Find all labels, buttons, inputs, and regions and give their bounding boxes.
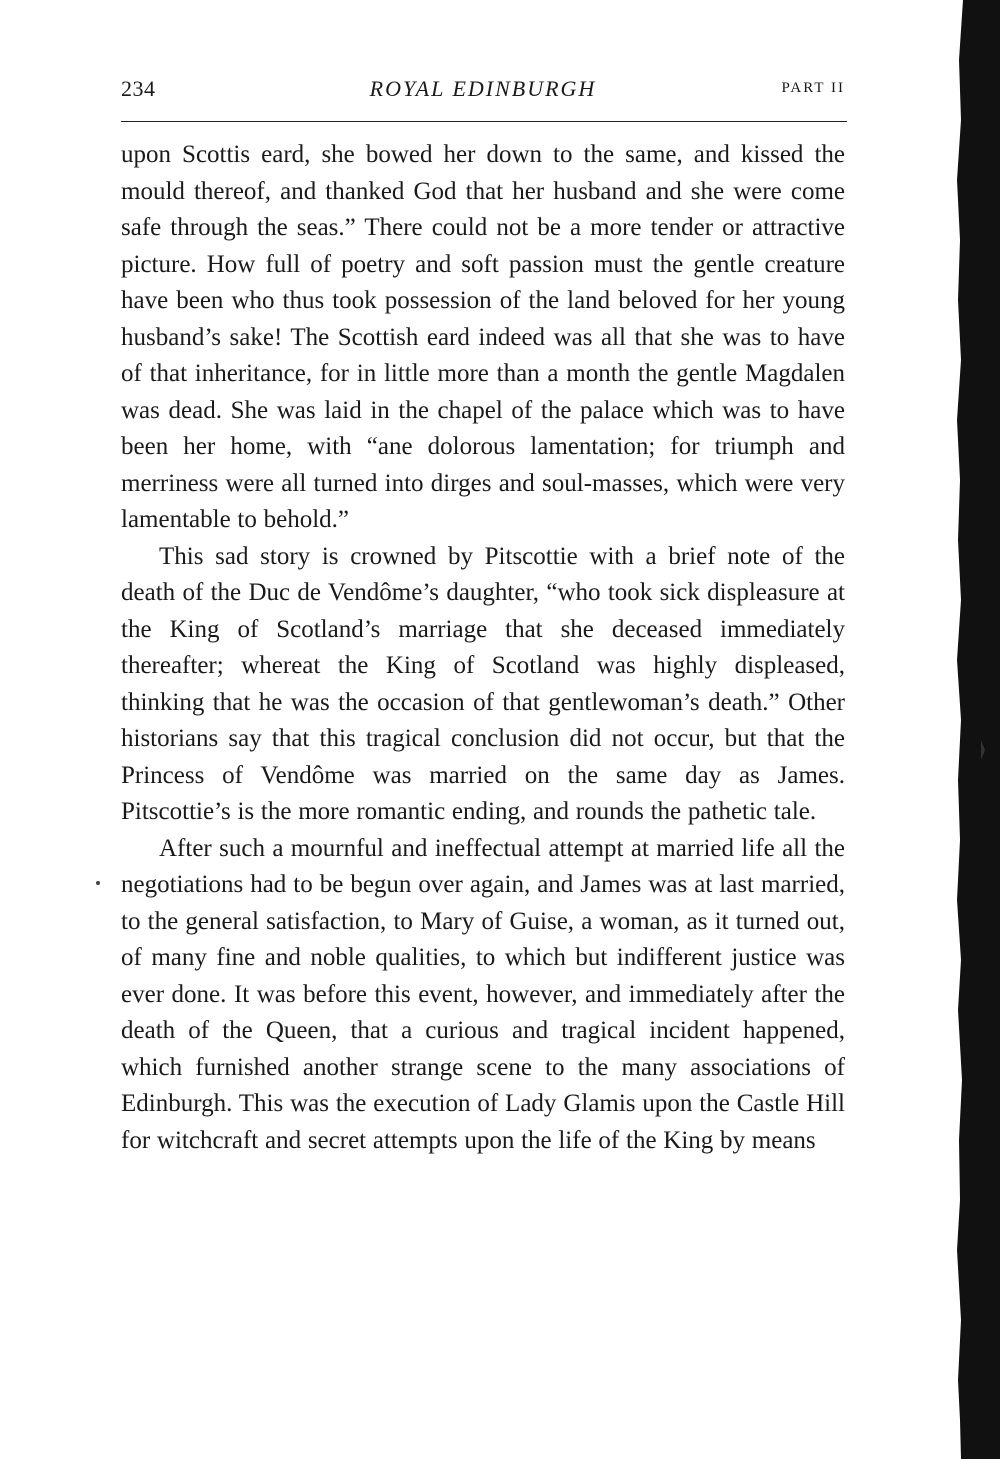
paragraph: This sad story is crowned by Pitscottie with a brief note of the death of the Duc de Vendôme’s daughter, “who took sick displeasure at the King of Scotland’s marriage that she deceased immediately thereafter; whereat the King of Scotland was highly displeased, thinking that he was the occasion of that gentlewoman’s death.” Other historians say that this tragical conclusion did not occur, but that the Princess of Vendôme was married on the same day as James. Pitscottie’s is the more romantic ending, and rounds the pathetic tale. (121, 542, 845, 825)
binding-shadow-edge (955, 0, 1000, 1459)
paragraph-continued: upon Scottis eard, she bowed her down to the same, and kissed the mould thereof, and thanked God that her husband and she were come safe through the seas.” There could not be a more tender or attractive picture. How full of poetry and soft passion must the gentle creature have been who thus took possession of the land beloved for her young husband’s sake! The Scottish eard indeed was all that she was to have of that inheritance, for in little more than a month the gentle Magdalen was dead. She was laid in the chapel of the palace which was to have been her home, with “ane dolorous lamentation; for triumph and merriness were all turned into dirges and soul-masses, which were very lamentable to behold.” (121, 141, 845, 533)
header-rule (121, 121, 847, 122)
running-title: ROYAL EDINBURGH (369, 76, 597, 101)
body-text (121, 137, 845, 1159)
page-number: 234 (121, 76, 156, 101)
margin-speck (96, 881, 100, 885)
paragraph: After such a mournful and ineffectual attempt at married life all the negotiations had to be begun over again, and James was at last married, to the general satisfaction, to Mary of Guise, a woman, as it turned out, of many fine and noble qualities, to which but indifferent justice was ever done. It was before this event, however, and immediately after the death of the Queen, that a curious and tragical incident happened, which furnished another strange scene to the many associations of Edinburgh. This was the execution of Lady Glamis upon the Castle Hill for witchcraft and secret attempts upon the life of the King by means (121, 834, 845, 1154)
part-label: PART II (781, 80, 845, 96)
running-head (121, 76, 845, 110)
